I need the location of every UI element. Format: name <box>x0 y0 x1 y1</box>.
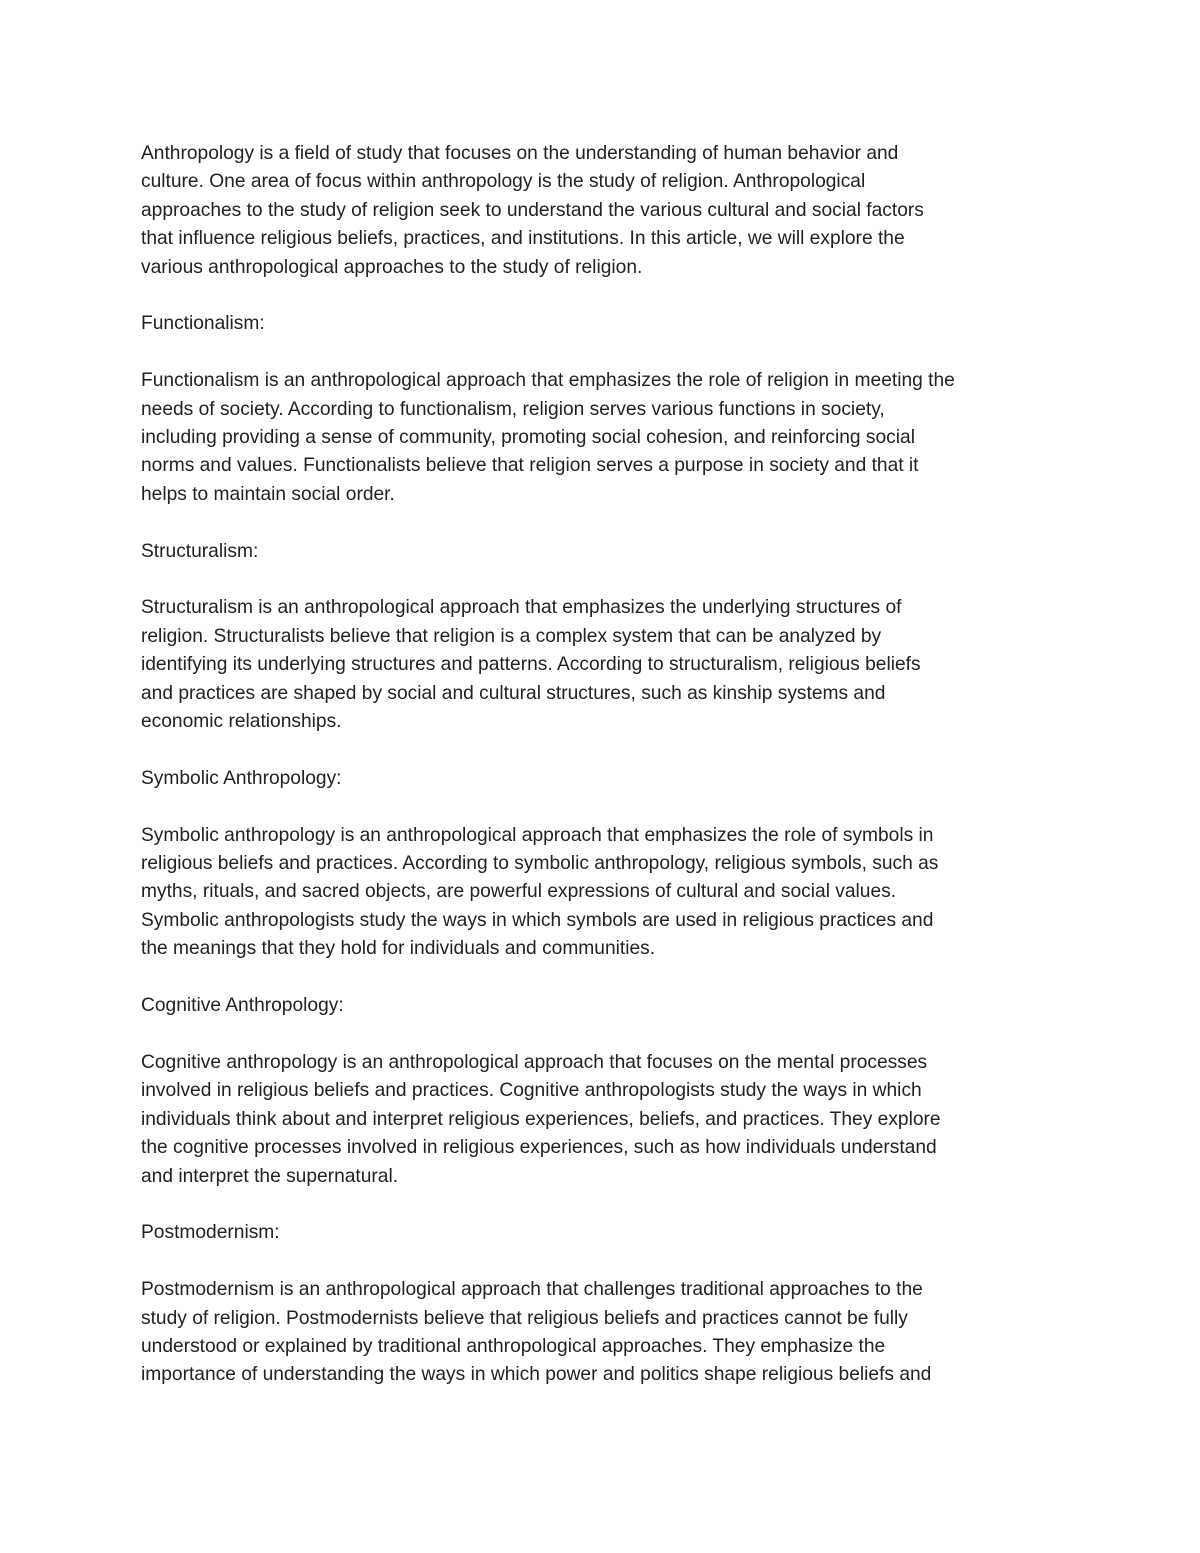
section-body-functionalism: Functionalism is an anthropological approach that emphasizes the role of religion in meeting the needs of society. According to functionalism, religion serves various functions in society, including providing a sense of community, promoting social cohesion, and reinforcing social norms and values. Functionalists believe that religion serves a purpose in society and that it helps to maintain social order. <box>141 370 955 505</box>
section-body-symbolic-anthropology: Symbolic anthropology is an anthropological approach that emphasizes the role of symbols in religious beliefs and practices. According to symbolic anthropology, religious symbols, such as myths, rituals, and sacred objects, are powerful expressions of cultural and social values. Symbolic anthropologists study the ways in which symbols are used in religious practices and the meanings that they hold for individuals and communities. <box>141 824 939 960</box>
section-heading-symbolic-anthropology: Symbolic Anthropology: <box>141 767 342 789</box>
document-body <box>141 140 1066 1418</box>
section-body-cognitive-anthropology: Cognitive anthropology is an anthropological approach that focuses on the mental processes involved in religious beliefs and practices. Cognitive anthropologists study the ways in which individuals think about and interpret religious experiences, beliefs, and practices. They explore the cognitive processes involved in religious experiences, such as how individuals understand and interpret the supernatural. <box>141 1051 941 1187</box>
section-body-postmodernism: Postmodernism is an anthropological approach that challenges traditional approaches to the study of religion. Postmodernists believe that religious beliefs and practices cannot be fully understood or explained by traditional anthropological approaches. They emphasize the importance of understanding the ways in which power and politics shape religious beliefs and <box>141 1279 932 1386</box>
intro-paragraph: Anthropology is a field of study that focuses on the understanding of human behavior and culture. One area of focus within anthropology is the study of religion. Anthropological approaches to the study of religion seek to understand the various cultural and social factors that influence religious beliefs, practices, and institutions. In this article, we will explore the various anthropological approaches to the study of religion. <box>141 143 924 278</box>
section-heading-functionalism: Functionalism: <box>141 313 265 335</box>
section-heading-cognitive-anthropology: Cognitive Anthropology: <box>141 995 344 1017</box>
section-heading-postmodernism: Postmodernism: <box>141 1222 280 1244</box>
section-body-structuralism: Structuralism is an anthropological approach that emphasizes the underlying structures of religion. Structuralists believe that religion is a complex system that can be analyzed by identifying its underlying structures and patterns. According to structuralism, religious beliefs and practices are shaped by social and cultural structures, such as kinship systems and economic relationships. <box>141 597 921 733</box>
section-heading-structuralism: Structuralism: <box>141 540 259 562</box>
